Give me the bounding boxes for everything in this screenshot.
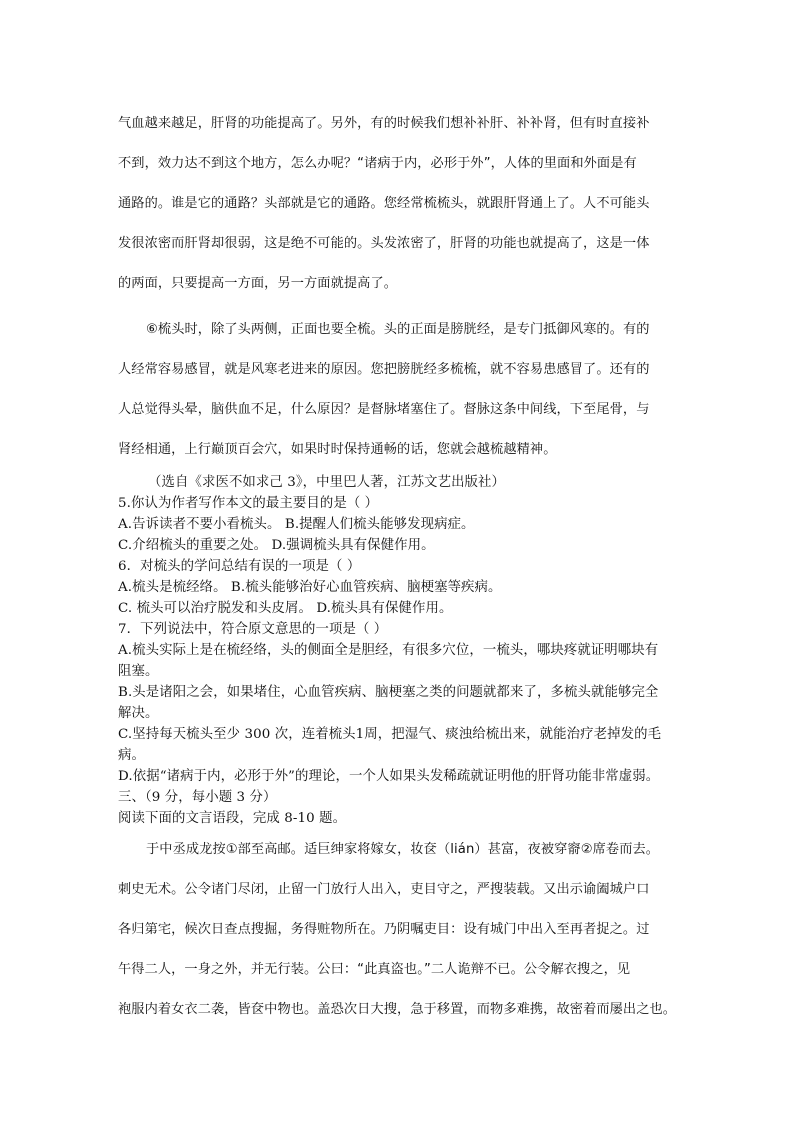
question-line: 解决。 [118,706,159,721]
question-line: 病。 [118,748,145,763]
question-line: C.介绍梳头的重要之处。 D.强调梳头具有保健作用。 [118,538,435,553]
instruction-line: 阅读下面的文言语段，完成 8-10 题。 [118,811,347,826]
question-line: 阻塞。 [118,664,159,679]
classical-text-line: 各归第宅，候次日查点搜掘，务得赃物所在。乃阴嘱吏目：设有城门中出入至再者捉之。过 [118,922,650,937]
question-line: 6．对梳头的学问总结有误的一项是（ ） [118,559,361,574]
body-text-line: 不到，效力达不到这个地方，怎么办呢？“诸病于内，必形于外”，人体的里面和外面是有 [118,156,637,171]
question-line: A.梳头是梳经络。 B.梳头能够治好心血管疾病、脑梗塞等疾病。 [118,580,502,595]
body-text-line: 人经常容易感冒，就是风寒老进来的原因。您把膀胱经多梳梳，就不容易患感冒了。还有的 [118,362,650,377]
classical-text-line: 刺史无术。公令诸门尽闭，止留一门放行人出入，吏目守之，严搜装载。又出示谕阖城户口 [118,882,650,897]
question-line: 5.你认为作者写作本文的最主要目的是（ ） [118,496,379,511]
question-line: C. 梳头可以治疗脱发和头皮屑。 D.梳头具有保健作用。 [118,601,453,616]
source-citation: （选自《求医不如求己 3》，中里巴人著，江苏文艺出版社） [148,475,506,490]
classical-text-line: 袍服内着女衣二袭，皆奁中物也。盖恐次日大搜，急于移置，而物多难携，故密着而屡出之也。 [118,1002,677,1017]
body-text-line: 的两面，只要提高一方面，另一方面就提高了。 [118,276,398,291]
classical-text-line: 于中丞成龙按①部至高邮。适巨绅家将嫁女，妆奁（lián）甚富，夜被穿窬②席卷而去。 [146,842,660,857]
question-line: D.依据“诸病于内，必形于外”的理论，一个人如果头发稀疏就证明他的肝肾功能非常虚弱。 [118,769,660,784]
question-line: 7．下列说法中，符合原文意思的一项是（ ） [118,622,388,637]
body-text-line: 气血越来越足，肝肾的功能提高了。另外，有的时候我们想补补肝、补补肾，但有时直接补 [118,116,650,131]
question-line: C.坚持每天梳头至少 300 次，连着梳头1周，把湿气、痰浊给梳出来，就能治疗老掉发的毛 [118,727,662,742]
question-line: B.头是诸阳之会，如果堵住，心血管疾病、脑梗塞之类的问题就都来了，多梳头就能够完全 [118,685,659,700]
body-text-line: 通路的。谁是它的通路？头部就是它的通路。您经常梳梳头，就跟肝肾通上了。人不可能头 [118,196,650,211]
classical-text-line: 午得二人，一身之外，并无行装。公曰：“此真盗也。”二人诡辩不已。公令解衣搜之，见 [118,962,631,977]
body-text-line: ⑥梳头时，除了头两侧，正面也要全梳。头的正面是膀胱经，是专门抵御风寒的。有的 [146,322,650,337]
question-line: A.告诉读者不要小看梳头。 B.提醒人们梳头能够发现病症。 [118,517,475,532]
body-text-line: 肾经相通，上行巅顶百会穴，如果时时保持通畅的话，您就会越梳越精神。 [118,442,557,457]
body-text-line: 人总觉得头晕，脑供血不足，什么原因？是督脉堵塞住了。督脉这条中间线，下至尾骨，与 [118,402,650,417]
body-text-line: 发很浓密而肝肾却很弱，这是绝不可能的。头发浓密了，肝肾的功能也就提高了，这是一体 [118,236,650,251]
section-heading: 三、（9 分，每小题 3 分） [118,790,277,805]
question-line: A.梳头实际上是在梳经络，头的侧面全是胆经，有很多穴位，一梳头，哪块疼就证明哪块有 [118,643,659,658]
